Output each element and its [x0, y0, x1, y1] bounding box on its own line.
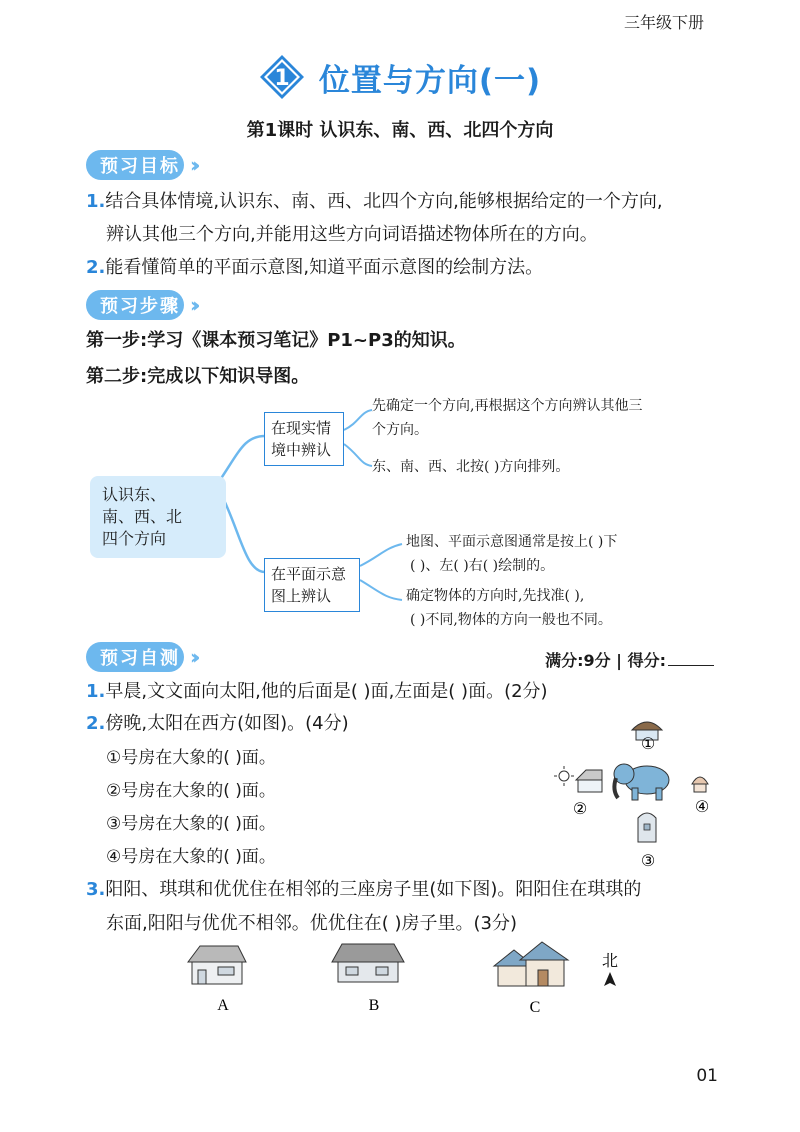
mindmap-branch-1: 在现实情 境中辨认 [264, 412, 344, 466]
objective-2: 2.能看懂简单的平面示意图,知道平面示意图的绘制方法。 [86, 257, 544, 278]
fig-label-2: ② [572, 799, 588, 818]
house-b-icon [332, 944, 404, 982]
house-label-b: B [368, 997, 380, 1014]
house-a-icon [188, 946, 246, 984]
house-label-c: C [529, 999, 541, 1016]
selftest-pill: 预习自测 [86, 642, 184, 672]
unit-title-bar [0, 54, 800, 100]
unit-number: 1 [274, 66, 290, 91]
objective-1-cont: 辨认其他三个方向,并能用这些方向词语描述物体所在的方向。 [106, 224, 598, 245]
question-3-cont: 东面,阳阳与优优不相邻。优优住在( )房子里。(3分) [106, 913, 517, 934]
score-blank[interactable] [668, 651, 714, 666]
step-1: 第一步:学习《课本预习笔记》P1~P3的知识。 [86, 330, 466, 351]
north-arrow-icon [604, 972, 616, 986]
question-2-item-4: ④号房在大象的( )面。 [106, 847, 276, 867]
mindmap-leaf-1-2: 东、南、西、北按( )方向排列。 [372, 459, 570, 475]
double-chevron-icon: ›› [190, 645, 195, 669]
question-2-item-2: ②号房在大象的( )面。 [106, 781, 276, 801]
unit-title: 位置与方向(一) [318, 62, 542, 99]
north-label: 北 [601, 951, 619, 970]
elephant-houses-figure [552, 708, 728, 874]
fig-label-3: ③ [640, 851, 656, 870]
sun-icon [554, 766, 574, 786]
objectives-header [86, 150, 194, 180]
question-2: 2.傍晚,太阳在西方(如图)。(4分) [86, 713, 349, 734]
three-houses-figure [180, 940, 640, 1020]
question-2-item-3: ③号房在大象的( )面。 [106, 814, 276, 834]
double-chevron-icon: ›› [190, 293, 195, 317]
house-c-icon [494, 942, 568, 986]
fig-label-1: ① [640, 734, 656, 753]
elephant-icon [614, 764, 669, 800]
lesson-title: 第1课时 认识东、南、西、北四个方向 [246, 120, 554, 141]
steps-header [86, 290, 194, 320]
mindmap-leaf-2-2: 确定物体的方向时,先找准( ), ( )不同,物体的方向一般也不同。 [406, 588, 612, 628]
mindmap-leaf-1-1: 先确定一个方向,再根据这个方向辨认其他三 个方向。 [372, 398, 643, 438]
question-3: 3.阳阳、琪琪和优优住在相邻的三座房子里(如下图)。阳阳住在琪琪的 [86, 879, 642, 900]
double-chevron-icon: ›› [190, 153, 195, 177]
mindmap-leaf-2-1: 地图、平面示意图通常是按上( )下 ( )、左( )右( )绘制的。 [406, 534, 618, 574]
question-1: 1.早晨,文文面向太阳,他的后面是( )面,左面是( )面。(2分) [86, 681, 548, 702]
house-2-icon [576, 770, 602, 792]
page-number: 01 [696, 1066, 718, 1086]
step-2: 第二步:完成以下知识导图。 [86, 366, 310, 387]
house-3-icon [638, 813, 656, 842]
selftest-header [86, 642, 194, 672]
objectives-pill: 预习目标 [86, 150, 184, 180]
house-label-a: A [217, 997, 229, 1014]
objective-1: 1.结合具体情境,认识东、南、西、北四个方向,能够根据给定的一个方向, [86, 191, 663, 212]
fig-label-4: ④ [694, 797, 710, 816]
steps-pill: 预习步骤 [86, 290, 184, 320]
mindmap-branch-2: 在平面示意 图上辨认 [264, 558, 360, 612]
score-line: 满分:9分 | 得分: [545, 648, 714, 671]
unit-number-badge-icon [259, 54, 305, 100]
question-2-item-1: ①号房在大象的( )面。 [106, 748, 276, 768]
mindmap-root: 认识东、 南、西、北 四个方向 [90, 476, 226, 558]
house-4-icon [692, 777, 708, 792]
grade-label: 三年级下册 [623, 13, 704, 32]
